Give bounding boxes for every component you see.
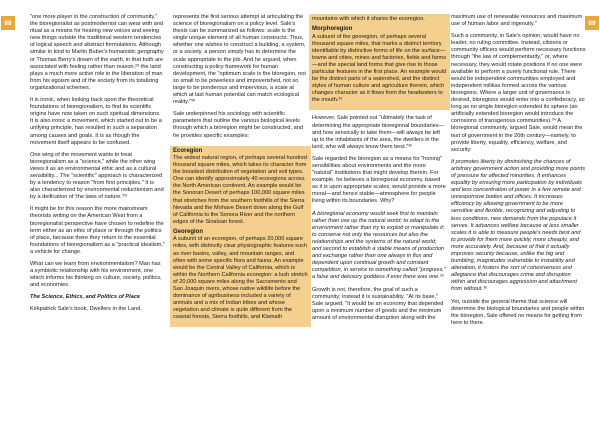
box-heading-ecoregion: Ecoregion bbox=[173, 147, 203, 154]
block-quote: It promotes liberty by diminishing the chances of arbitrary government action and providing more points of pressure for affected minorities. It enhances equality by ensuring more participation by individuals and less concentration of power in a few remote and unresponsive bodies and offices. It increases efficiency by allowing government to be more sensitive and flexible, recognizing and adjusting to less conditions, new demands from the populace it serves. It advances welfare because at less smaller scales it is able to measure people's needs best and to provide for them more quickly, more cheaply, and more accurately. And, because of that it actually improves security because, unlike the big and bumbling, magnitudes vulnerable to instability and alienation, it fosters the sort of cohesiveness and allegiance that discourages crime and disruption within and discourages aggression and attachment from without.³⁵ bbox=[451, 158, 586, 293]
page-number-left: 88 bbox=[1, 16, 15, 30]
box-text: A subunit of an ecoregion, of perhaps 20,000 square miles, with distinctly clear physiographic features such as river basins, valley, and mountain ranges, and often with some specific flora and fauna. An example would be the Central Valley of California, which is within the Northern California ecoregion: a lush stretch of 20,000 square miles along the Sacramento and San Joaquin rivers, whose native wildlife before the dominance of agribusiness included a variety of animals and a mix of Indian tribes and whose vegetation and climate is quite different from the coastal forests, Sierra foothills, and Klamath bbox=[173, 236, 308, 321]
page-number-right: 89 bbox=[585, 16, 599, 30]
paragraph: Yet, outside the general theme that science will determine the biological boundaries and people within the bioregion, Sale offered no means for getting from here to there. bbox=[451, 298, 585, 326]
paragraph: One wing of the movement wants to treat bioregionalism as a "science," while the other wing views it as an environmental ethic and as a cultural sensibility... The "scientific" approach is characterized by a tendency to reason "from first principles." It is also characterized by environmental reductionism and by a deification of 'the laws of nature.'²⁹ bbox=[30, 151, 164, 201]
paragraph: Kirkpatrick Sale's book, Dwellers in the Land, bbox=[30, 306, 142, 313]
text-column-3 bbox=[312, 14, 447, 327]
paragraph: represents the first serious attempt at articulating the science of bioregionalism on a policy level. Sale's thesis can be summarized as follows: scale is the single unique element of all human constructs. Thus, whether one wishes to construct a building, a system, or a society, a person simply has to determine the scale appropriate to the job. And he argued, when constructing a policy framework for human development, the "optimum scale is the bioregion, not so small to be powerless and impoverished, not so large to be ponderous and impervious, a scale at which at last human potential can match ecological reality."³⁰ bbox=[173, 14, 306, 106]
paragraph: Such a community, in Sale's opinion, would have no leader, no ruling committee. Instead, citizens or community officers would perform necessary functions through "the law of complementarity," or, where necessary, they would rotate positions if no one were available to perform a purely functional rule. There would be independent communities employed and independent militias formed across the various bioregions. Where a larger unit of governance is desired, bioregions would enter into a confederacy, so long as no single bioregion extended its sphere (an artificially extended bioregion would introduce the corrosions of transgenous communities).³⁴ A bioregional community, argued Sale, would mean the test of government in the 20th century—namely, to provide liberty, equality, efficiency, welfare, and security: bbox=[451, 33, 586, 153]
box-heading-morphoregion: Morphoregion bbox=[312, 26, 353, 33]
sidebar-box bbox=[170, 146, 311, 328]
block-quote: A bioregional economy would seek first to maintain rather than use up the natural world; to adapt to the environment rather than try to exploit or manipulate it; to conserve not only the resources but also the relationships and the systems of the natural world; and second to establish a stable means of production and exchange rather than one always in flux and dependent upon continual growth and constant competition, in service to something called "progress," a false and delusory goddess if ever there was one.³³ bbox=[312, 210, 446, 281]
paragraph: However, Sale pointed out "ultimately the task of determining the appropriate bioregional boundaries—and how sensically to take them—will always be left up to the inhabitants of the area, the dwellers in the land, who will always know them best."³² bbox=[312, 115, 445, 150]
paragraph: maximum use of renewable resources and maximum use of human labor and ingenuity." bbox=[451, 14, 583, 28]
text-column-1 bbox=[30, 14, 165, 319]
box-text: mountains with which it shares the ecoregion. bbox=[312, 16, 425, 22]
section-heading: The Science, Ethics, and Politics of Place bbox=[30, 294, 141, 301]
paragraph: It might be for this reason the more mainstream theorists writing on the American West from a bioregionalist perspective have chosen to redefine the term either as an ethic of place or through the politics of place, because there they return to the essential foundations of bioregionalism as a "practical idealism," a vehicle for change. bbox=[30, 206, 165, 255]
box-heading-georegion: Georegion bbox=[173, 228, 204, 235]
box-text: A subunit of the georegion, of perhaps several thousand square miles, that marks a distinct territory identifiable by distinctive forms of life on the surface—towns and cities, mines and factories, fields and farms—and the special land forms that give rise to those particular features in the first place. An example would be the distinct parts of a watershed, and the distinct styles of human culture and agriculture therein, which changes character as it flows from the headwaters to the mouth.³¹ bbox=[312, 33, 447, 104]
paragraph: Growth is not, therefore, the goal of such a community; instead it is sustainability. "At its base," Sale argued, "it would be an economy that depended upon a minimum number of goods and the minimum amount of environmental disruption along with the bbox=[312, 286, 444, 321]
box-text: The widest natural region, of perhaps several hundred thousand square miles, which takes its character from the broadest distribution of vegetation and soil types. One can identify approximately 40 ecoregions across the North American continent. An example would be the Sonoran Desert of perhaps 100,000 square miles that stretches from the southern foothills of the Sierra Nevada and the Mohave Desert down along the Gulf of California to the Sonora River and the northern edges of the Sinaloan forest. bbox=[173, 155, 308, 225]
paragraph: Sale underpinned his sociology with scientific parameters that outline the various biological levels through which a bioregion might be constructed, and he provides specific examples: bbox=[173, 111, 303, 139]
paragraph: It is ironic, when looking back upon the theoretical foundations of bioregionalism, to find its scientific origins have now taken on such spiritual dimensions. It is also ironic a movement, which started out to be a unifying principle, has resulted in such a separation among causes and goals. It is as though the movement itself appears to be confused. bbox=[30, 97, 162, 146]
paragraph: What can we learn from environmentalism? Man has a symbiotic relationship with his environment, one which informs his thinking on culture, society, politics, and economies. bbox=[30, 261, 162, 289]
paragraph: "one more player in the construction of community," the bioregionalist as postmodernist can wear with and ritual as a means for hearing new voices and seeing new things outside the traditional western tendencies of logical speech and abstract formulations. Although similar in kind to Martin Buber's humanistic geography or Thomas Berry's dream of the earth, in that both are associated with feeling rather than reason,²⁸ the land plays a much more active role in the liberation of man from his egoism and of the society from its totalizing organizational schemes. bbox=[30, 14, 164, 91]
sidebar-box-continued bbox=[309, 14, 450, 110]
text-column-4 bbox=[451, 14, 586, 332]
text-column-2 bbox=[173, 14, 308, 327]
paragraph: Sale regarded the bioregion as a means for "honing" sensibilities about environments and the more "natural" institutions that might develop therein. For example, he believes a bioregional economy, based as it is upon appropriate scales, would provide a more moral—and hence stable—atmosphere for people living within its boundaries. Why? bbox=[312, 155, 446, 205]
